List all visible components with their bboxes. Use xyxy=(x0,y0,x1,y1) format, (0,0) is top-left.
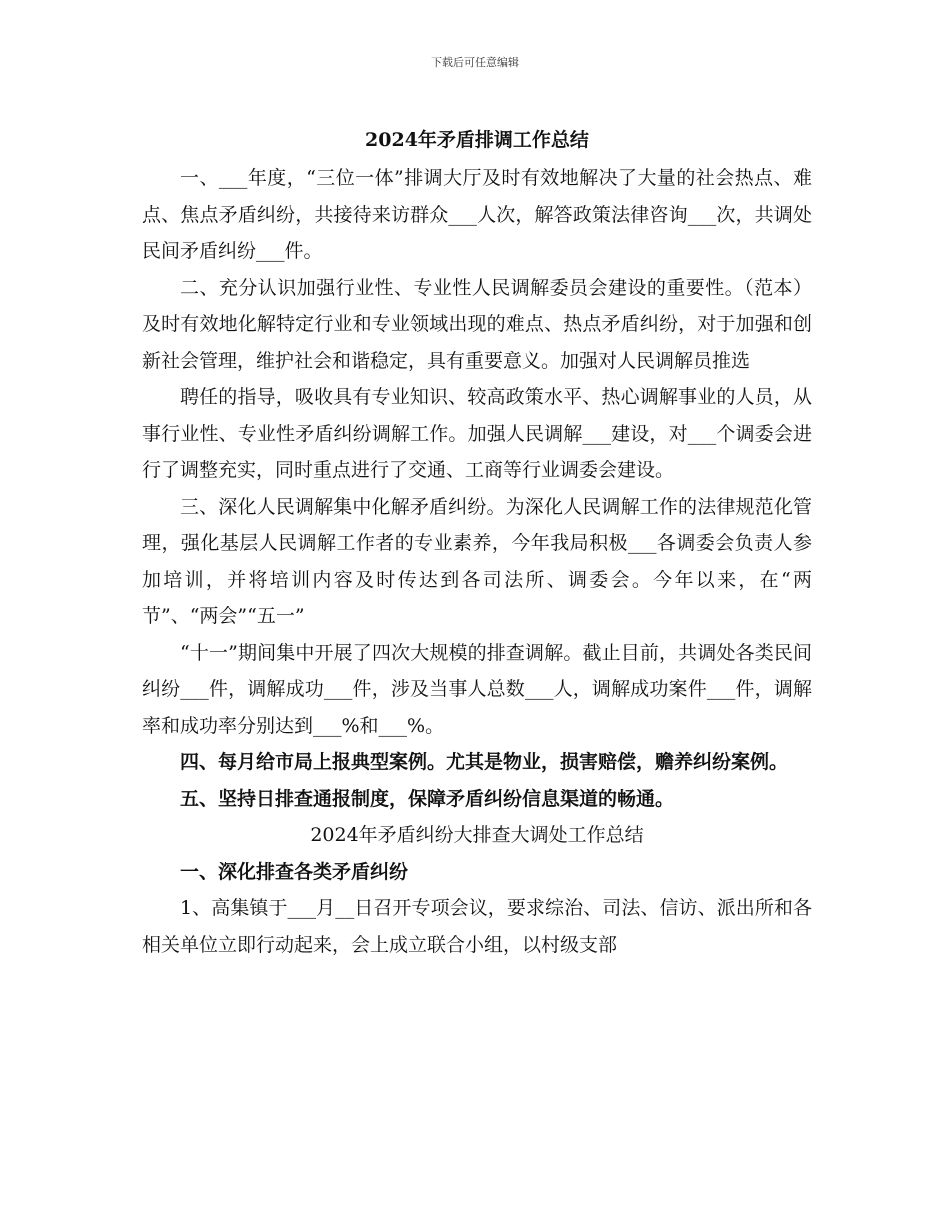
paragraph-4: 三、深化人民调解集中化解矛盾纠纷。为深化人民调解工作的法律规范化管理，强化基层人民调解工作者的专业素养，今年我局积极___各调委会负责人参加培训，并将培训内容及时传达到各司法所、调委会。今年以来，在“两节”、“两会”“五一” xyxy=(142,495,812,627)
paragraph-1: 一、___年度，“三位一体”排调大厅及时有效地解决了大量的社会热点、难点、焦点矛盾纠纷，共接待来访群众___人次，解答政策法律咨询___次，共调处民间矛盾纠纷___件。 xyxy=(142,167,812,262)
page-header-note: 下载后可任意编辑 xyxy=(431,56,519,69)
second-section-heading: 一、深化排查各类矛盾纠纷 xyxy=(180,860,409,883)
second-section-title: 2024年矛盾纠纷大排查大调处工作总结 xyxy=(310,824,644,846)
document-body xyxy=(142,124,812,963)
paragraph-6-bold: 四、每月给市局上报典型案例。尤其是物业，损害赔偿，赡养纠纷案例。 xyxy=(180,751,789,773)
second-section-paragraph: 1、高集镇于___月__日召开专项会议，要求综治、司法、信访、派出所和各相关单位立即行动起来，会上成立联合小组，以村级支部 xyxy=(142,897,812,956)
document-title: 2024年矛盾排调工作总结 xyxy=(365,129,589,151)
paragraph-7-bold: 五、坚持日排查通报制度，保障矛盾纠纷信息渠道的畅通。 xyxy=(180,787,675,810)
paragraph-3: 聘任的指导，吸收具有专业知识、较高政策水平、热心调解事业的人员，从事行业性、专业性矛盾纠纷调解工作。加强人民调解___建设，对___个调委会进行了调整充实，同时重点进行了交通、工商等行业调委会建设。 xyxy=(142,386,812,481)
paragraph-5: “十一”期间集中开展了四次大规模的排查调解。截止目前，共调处各类民间纠纷___件，调解成功___件，涉及当事人总数___人，调解成功案件___件，调解率和成功率分别达到___%和___%。 xyxy=(142,641,812,737)
paragraph-2: 二、充分认识加强行业性、专业性人民调解委员会建设的重要性。（范本）及时有效地化解特定行业和专业领域出现的难点、热点矛盾纠纷，对于加强和创新社会管理，维护社会和谐稳定，具有重要意义。加强对人民调解员推选 xyxy=(142,276,812,372)
